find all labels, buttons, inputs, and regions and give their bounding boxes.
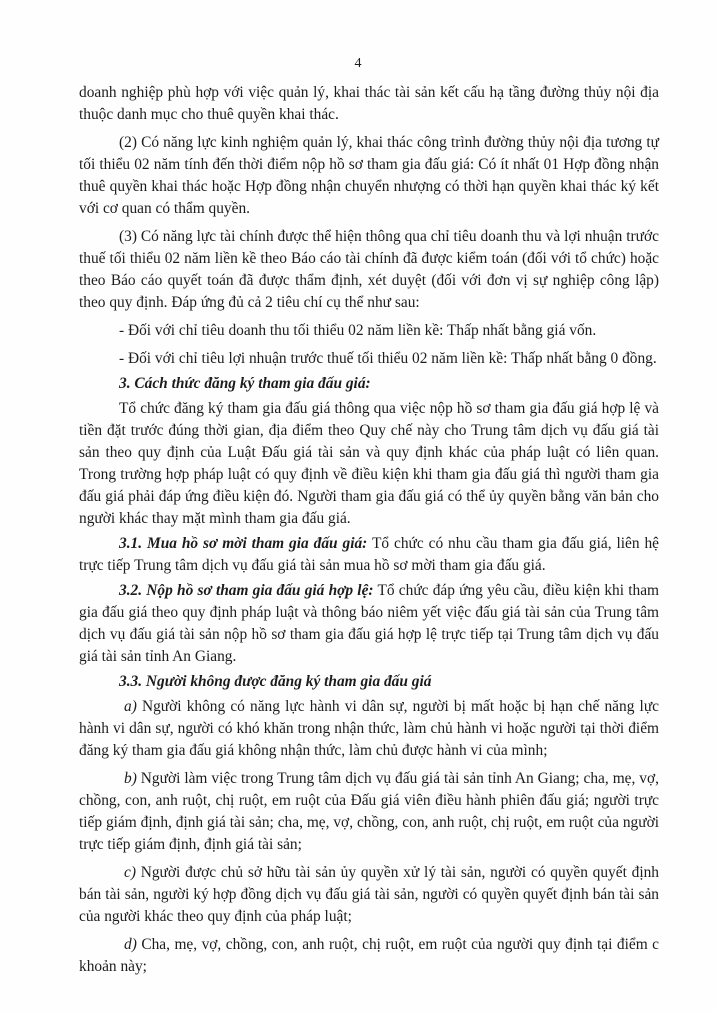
bullet-revenue: - Đối với chỉ tiêu doanh thu tối thiểu 02 năm liền kề: Thấp nhất bằng giá vốn. [119, 322, 597, 339]
item-c-label: c) [124, 864, 136, 881]
paragraph-continuation: doanh nghiệp phù hợp với việc quản lý, khai thác tài sản kết cấu hạ tầng đường thủy nội địa thuộc danh mục cho thuê quyền khai thác. [79, 84, 659, 123]
paragraph-criterion-3: (3) Có năng lực tài chính được thể hiện thông qua chỉ tiêu doanh thu và lợi nhuận trước thuế tối thiểu 02 năm liền kề theo Báo cáo tài chính đã được kiểm toán (đối với tổ chức) hoặc theo Báo cáo quyết toán đã được thẩm định, xét duyệt (đối với đơn vị sự nghiệp công lập) theo quy định. Đáp ứng đủ cả 2 tiêu chí cụ thể như sau: [79, 228, 659, 311]
document-body [79, 82, 659, 978]
paragraph-3-2 [79, 580, 659, 668]
paragraph-3-1 [79, 533, 659, 577]
item-b [79, 768, 659, 856]
heading-3-1: 3.1. Mua hồ sơ mời tham gia đấu giá: [119, 535, 368, 552]
item-a [79, 696, 659, 762]
page-number: 4 [354, 56, 362, 71]
heading-3-2: 3.2. Nộp hồ sơ tham gia đấu giá hợp lệ: [119, 582, 374, 599]
item-a-label: a) [124, 698, 137, 715]
item-c-text: Người được chủ sở hữu tài sản ủy quyền xử lý tài sản, người có quyền quyết định bán tài sản, người ký hợp đồng dịch vụ đấu giá tài sản, người có quyền quyết định bán tài sản của người khác theo quy định của pháp luật; [79, 864, 659, 925]
heading-3-3: 3.3. Người không được đăng ký tham gia đấu giá [119, 673, 432, 690]
item-b-text: Người làm việc trong Trung tâm dịch vụ đấu giá tài sản tỉnh An Giang; cha, mẹ, vợ, chồng, con, anh ruột, chị ruột, em ruột của Đấu giá viên điều hành phiên đấu giá; người trực tiếp giám định, định giá tài sản; cha, mẹ, vợ, chồng, con, anh ruột, chị ruột, em ruột của người trực tiếp giám định, định giá tài sản; [79, 770, 659, 853]
section-heading-3-3 [79, 671, 659, 693]
section-heading-3-text: 3. Cách thức đăng ký tham gia đấu giá: [119, 375, 371, 392]
paragraph-criterion-2: (2) Có năng lực kinh nghiệm quản lý, khai thác công trình đường thủy nội địa tương tự tối thiểu 02 năm tính đến thời điểm nộp hồ sơ tham gia đấu giá: Có ít nhất 01 Hợp đồng nhận thuê quyền khai thác hoặc Hợp đồng nhận chuyển nhượng có thời hạn quyền khai thác ký kết với cơ quan có thẩm quyền. [79, 134, 659, 217]
item-d-label: d) [124, 936, 137, 953]
bullet-profit: - Đối với chỉ tiêu lợi nhuận trước thuế tối thiểu 02 năm liền kề: Thấp nhất bằng 0 đồng. [119, 350, 657, 367]
text-3-2: Tổ chức đáp ứng yêu cầu, điều kiện khi tham gia đấu giá theo quy định pháp luật và thông báo niêm yết việc đấu giá tài sản của Trung tâm dịch vụ đấu giá tài sản nộp hồ sơ tham gia đấu giá hợp lệ trực tiếp tại Trung tâm dịch vụ đấu giá tài sản tỉnh An Giang. [79, 582, 660, 665]
item-c [79, 862, 659, 928]
section-heading-3 [79, 373, 659, 395]
paragraph-registration-method: Tổ chức đăng ký tham gia đấu giá thông qua việc nộp hồ sơ tham gia đấu giá hợp lệ và tiền đặt trước đúng thời gian, địa điểm theo Quy chế này cho Trung tâm dịch vụ đấu giá tài sản theo quy định của Luật Đấu giá tài sản và quy định khác của pháp luật có liên quan. Trong trường hợp pháp luật có quy định về điều kiện khi tham gia đấu giá thì người tham gia đấu giá phải đáp ứng điều kiện đó. Người tham gia đấu giá có thể ủy quyền bằng văn bản cho người khác thay mặt mình tham gia đấu giá. [79, 400, 659, 527]
item-d-text: Cha, mẹ, vợ, chồng, con, anh ruột, chị ruột, em ruột của người quy định tại điểm c khoản này; [79, 936, 659, 975]
item-b-label: b) [124, 770, 137, 787]
item-d [79, 934, 659, 978]
item-a-text: Người không có năng lực hành vi dân sự, người bị mất hoặc bị hạn chế năng lực hành vi dân sự, người có khó khăn trong nhận thức, làm chủ hành vi hoặc người tại thời điểm đăng ký tham gia đấu giá không nhận thức, làm chủ được hành vi của mình; [79, 698, 659, 759]
text-3-1: Tổ chức có nhu cầu tham gia đấu giá, liên hệ trực tiếp Trung tâm dịch vụ đấu giá tài sản mua hồ sơ mời tham gia đấu giá. [79, 535, 659, 574]
